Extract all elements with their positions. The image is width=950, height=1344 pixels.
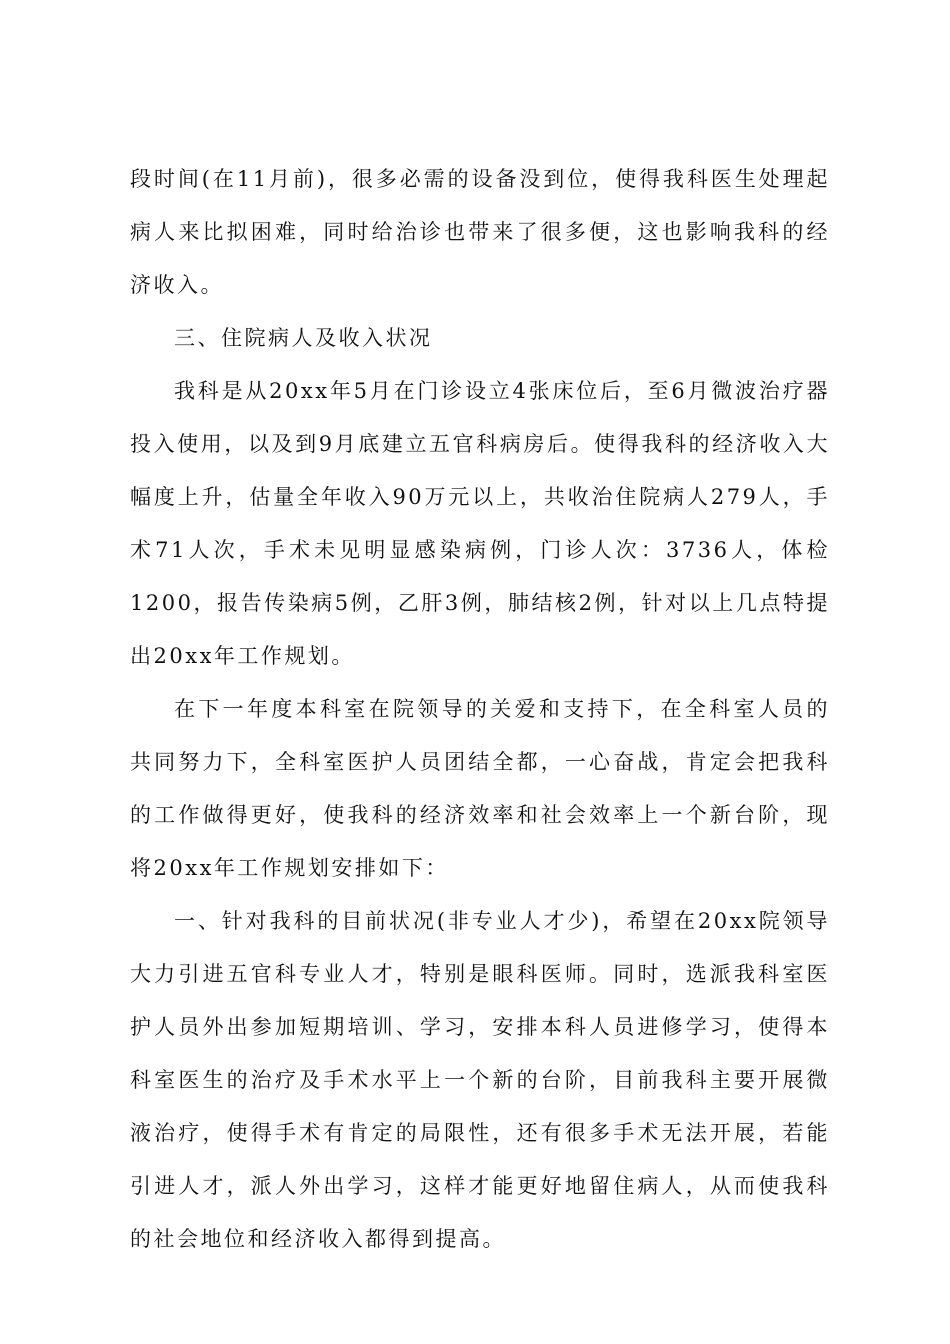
paragraph-plan-item-1: 一、针对我科的目前状况(非专业人才少)，希望在20xx院领导大力引进五官科专业人才，特别是眼科医师。同时，选派我科室医护人员外出参加短期培训、学习，安排本科人员进修学习，使得本科室医生的治疗及手术水平上一个新的台阶，目前我科主要开展微液治疗，使得手术有肯定的局限性，还有很多手术无法开展，若能引进人才，派人外出学习，这样才能更好地留住病人，从而使我科的社会地位和经济收入都得到提高。 xyxy=(130,909,830,1251)
paragraph-next-year-outlook: 在下一年度本科室在院领导的关爱和支持下，在全科室人员的共同努力下，全科室医护人员团结全都，一心奋战，肯定会把我科的工作做得更好，使我科的经济效率和社会效率上一个新台阶，现将20xx年工作规划安排如下： xyxy=(130,697,830,880)
paragraph-inpatient-stats: 我科是从20xx年5月在门诊设立4张床位后，至6月微波治疗器投入使用，以及到9月底建立五官科病房后。使得我科的经济收入大幅度上升，估量全年收入90万元以上，共收治住院病人279人，手术71人次，手术未见明显感染病例，门诊人次：3736人，体检1200，报告传染病5例，乙肝3例，肺结核2例，针对以上几点特提出20xx年工作规划。 xyxy=(130,379,830,668)
section-heading-inpatient-income: 三、住院病人及收入状况 xyxy=(174,326,433,350)
document-body xyxy=(130,153,830,1266)
paragraph-continuation: 段时间(在11月前)，很多必需的设备没到位，使得我科医生处理起病人来比拟困难，同时给治诊也带来了很多便，这也影响我科的经济收入。 xyxy=(130,167,830,297)
